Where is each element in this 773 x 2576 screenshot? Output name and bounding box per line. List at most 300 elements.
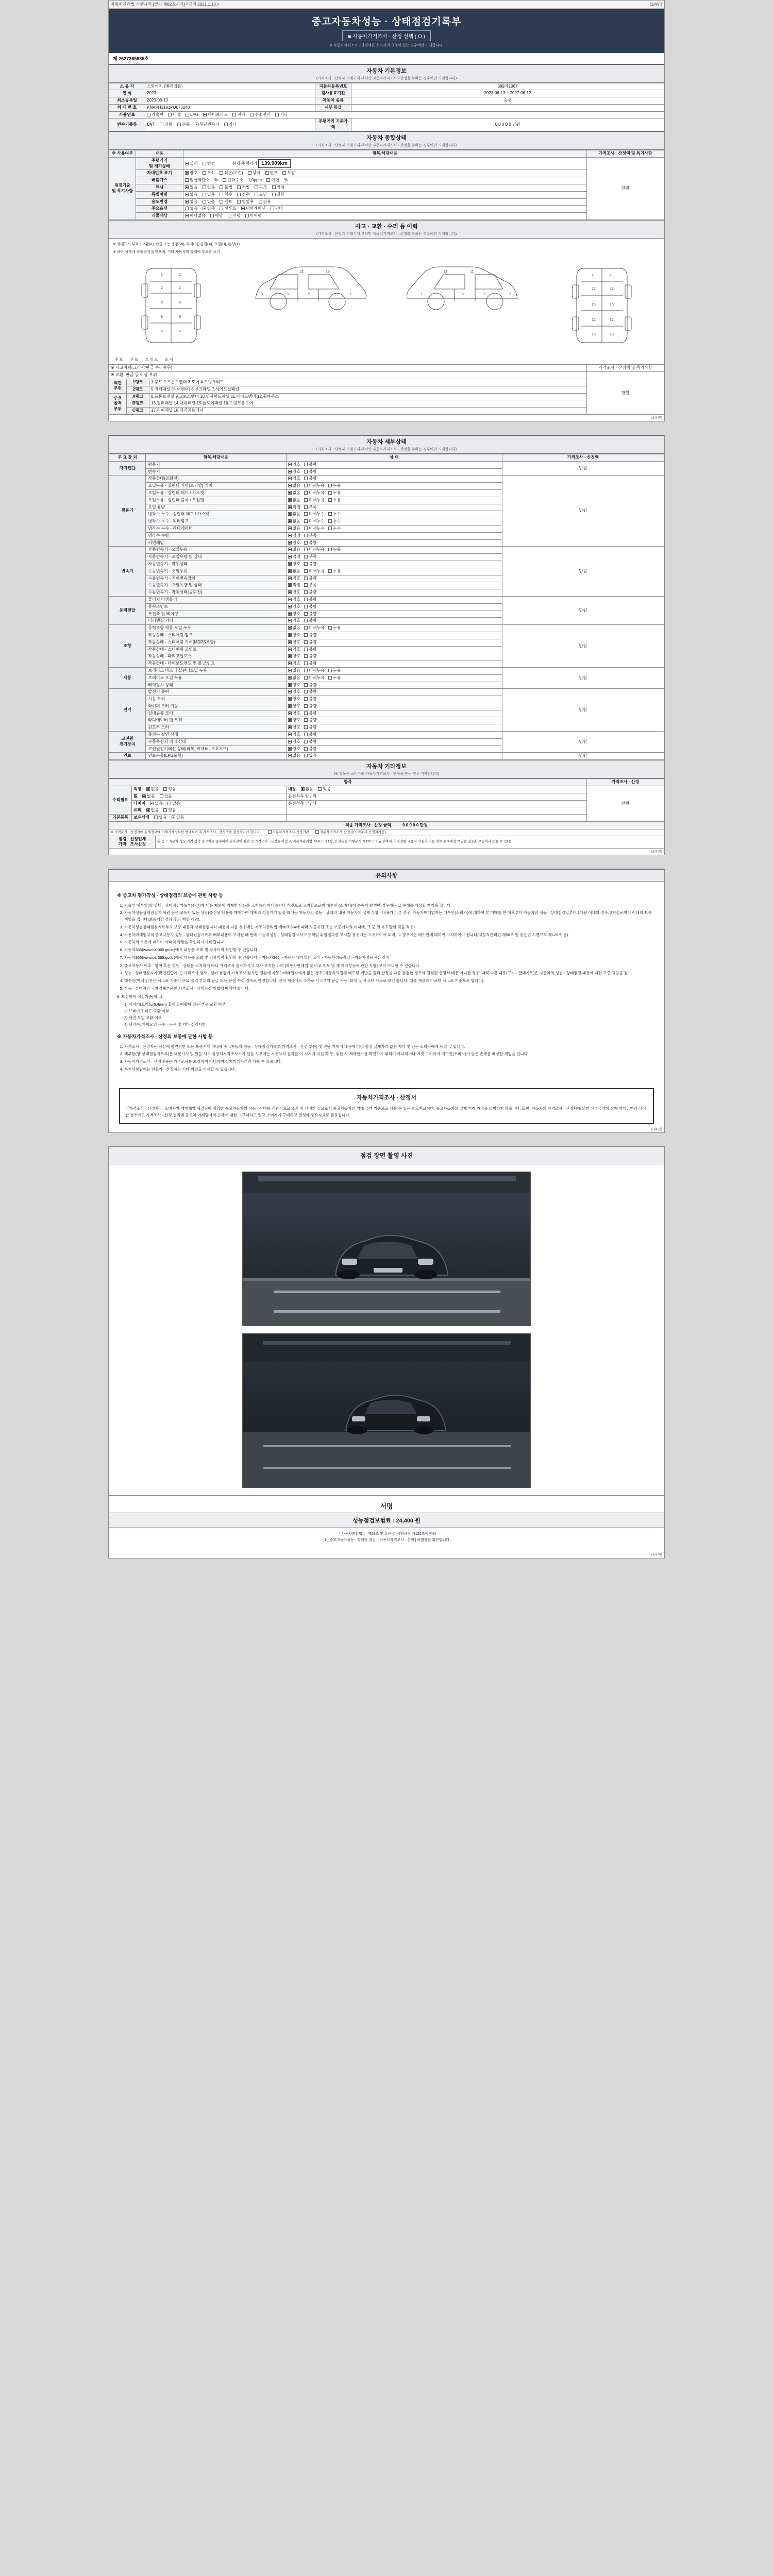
detail-item-options[interactable] xyxy=(286,476,502,483)
detail-opt-양호[interactable]: 양호 xyxy=(288,654,300,659)
document-header xyxy=(109,9,664,53)
detail-opt-불량[interactable]: 불량 xyxy=(304,704,316,709)
price-org-checkbox[interactable] xyxy=(268,831,309,834)
page-mark-bottom-2: (2/4면) xyxy=(651,850,662,854)
detail-item-label: 브레이크 마스터 실린더오일 누유 xyxy=(146,667,286,674)
svg-text:7: 7 xyxy=(349,293,352,297)
detail-opt-누유[interactable]: 누유 xyxy=(328,483,341,489)
recall-done[interactable]: 이행 xyxy=(228,213,240,219)
detail-opt-누수[interactable]: 누수 xyxy=(328,519,341,524)
detail-opt-없음[interactable]: 없음 xyxy=(288,526,300,532)
detail-opt-없음[interactable]: 없음 xyxy=(288,668,300,674)
detail-item-label: 충전구 절연 상태 xyxy=(146,732,286,739)
detail-opt-없음[interactable]: 없음 xyxy=(288,519,300,524)
emission-smoke[interactable]: 매연 xyxy=(266,178,279,183)
final-price-note: ※ 가격조사 · 산정자에 실제정보에 기재기재정보를 반대보이 후 가격조사 · 산정액을 결정하여야 합니다. xyxy=(111,830,261,834)
page-mark-bottom-1: (1/4면) xyxy=(651,416,662,420)
wheel-axis-label: 운전석측 앞 / 뒤 xyxy=(288,793,317,799)
detail-item-options[interactable] xyxy=(286,738,502,745)
detail-opt-양호[interactable]: 양호 xyxy=(288,618,300,624)
tire-none[interactable]: 없음 xyxy=(150,801,162,807)
detail-opt-불량[interactable]: 불량 xyxy=(304,604,316,610)
emission-hc[interactable]: 탄화수소 xyxy=(223,178,243,183)
detail-group-price: 만원 xyxy=(502,547,664,597)
special-none[interactable]: 없음 xyxy=(185,192,197,198)
vehicle-type-value: 승용 xyxy=(351,97,664,105)
detail-item-options[interactable] xyxy=(286,582,502,589)
int-none[interactable]: 없음 xyxy=(301,787,313,792)
detail-opt-미세누수[interactable]: 미세누수 xyxy=(304,526,325,532)
fuel-opt-lpg[interactable]: LPG xyxy=(186,112,198,118)
fuel-opt-ev[interactable]: 전기 xyxy=(232,112,245,118)
detail-opt-양호[interactable]: 양호 xyxy=(288,747,300,752)
vin-opt-corrode[interactable]: 부식 xyxy=(203,171,215,176)
final-price-table xyxy=(109,822,664,849)
notice-item: 5. 자동차의 소통에 대하여 아래의 각항을 확인하시기 바랍니다. xyxy=(124,939,656,946)
photo-1-graphic xyxy=(243,1172,531,1326)
vehicle-type-label: 자동차 종류 xyxy=(315,97,351,105)
detail-opt-미세누유[interactable]: 미세누유 xyxy=(304,490,325,496)
fuel-opt-gasoline[interactable]: 가솔린 xyxy=(147,112,163,118)
detail-item-options[interactable] xyxy=(286,554,502,561)
ext-none[interactable]: 없음 xyxy=(146,787,159,792)
detail-item-options[interactable] xyxy=(286,603,502,611)
detail-opt-미세누유[interactable]: 미세누유 xyxy=(304,668,325,674)
tuning-device[interactable]: 장치 xyxy=(272,185,284,191)
detail-item-label: 오일누유 - 실린더 헤드 / 가스켓 xyxy=(146,489,286,497)
detail-item-options[interactable] xyxy=(286,653,502,660)
detail-item-options[interactable] xyxy=(286,483,502,490)
detail-item-options[interactable] xyxy=(286,618,502,625)
liability-statement: 위 중고 자동차 성능 가격 평가 중고차를 준수하여 위와같이 점검 및 가격조사 · 산정을 하였고, 자동차관리법 제58조 제1항 및 같은법 시행규칙 제120조의 규정에 따라 점검한 내용이 사실과 다를 경우 손해배상 책임을 짐 (단, 보험처리 등을 수 있다) xyxy=(156,836,664,849)
detail-opt-미세누유[interactable]: 미세누유 xyxy=(304,498,325,503)
detail-opt-누유[interactable]: 누유 xyxy=(328,498,341,503)
rank-b-label: B랭크 xyxy=(127,400,149,408)
detail-opt-양호[interactable]: 양호 xyxy=(288,476,300,482)
document-number-value: 2627365935호 xyxy=(119,56,149,61)
fuel-opt-hybrid[interactable]: 하이브리드 xyxy=(203,112,228,118)
svg-text:4: 4 xyxy=(610,274,612,278)
detail-item-options[interactable] xyxy=(286,568,502,575)
usage-gov[interactable]: 관용 xyxy=(259,199,271,205)
detail-item-options[interactable] xyxy=(286,724,502,732)
usage-yes[interactable]: 있음 xyxy=(203,199,215,205)
table-row xyxy=(109,732,664,739)
detail-item-options[interactable] xyxy=(286,461,502,468)
wheel-position[interactable] xyxy=(287,793,587,800)
row-vin-mark-opts[interactable] xyxy=(183,170,587,177)
detail-item-options[interactable] xyxy=(286,589,502,597)
detail-item-options[interactable] xyxy=(286,703,502,710)
fuel-opt-etc[interactable]: 기타 xyxy=(275,112,288,118)
detail-opt-양호[interactable]: 양호 xyxy=(288,711,300,717)
detail-opt-불량[interactable]: 불량 xyxy=(304,683,316,688)
detail-opt-불량[interactable]: 불량 xyxy=(304,654,316,659)
car-left-side-diagram xyxy=(248,259,367,316)
option-yes[interactable]: 있음 xyxy=(203,206,215,212)
detail-opt-없음[interactable]: 없음 xyxy=(288,547,300,553)
recall-not-done[interactable]: 미이행 xyxy=(245,213,262,219)
detail-opt-양호[interactable]: 양호 xyxy=(288,562,300,567)
detail-item-options[interactable] xyxy=(286,745,502,753)
detail-item-options[interactable] xyxy=(286,625,502,632)
detail-item-options[interactable] xyxy=(286,532,502,539)
wheel-yes[interactable]: 있음 xyxy=(160,794,172,800)
table-row xyxy=(109,689,664,696)
detail-opt-불량[interactable]: 불량 xyxy=(304,739,316,745)
detail-item-options[interactable] xyxy=(286,667,502,674)
wheel-none[interactable]: 없음 xyxy=(142,794,155,800)
label-trunk: 트 렁 크 xyxy=(145,358,158,362)
detail-opt-양호[interactable]: 양호 xyxy=(288,683,300,688)
detail-item-options[interactable] xyxy=(286,710,502,717)
items-none[interactable]: 없음 xyxy=(154,815,166,821)
device-group-3: 동력전달 xyxy=(109,596,146,624)
detail-item-options[interactable] xyxy=(286,468,502,476)
detail-opt-불량[interactable]: 불량 xyxy=(304,747,316,752)
row-usage-change-opts[interactable] xyxy=(183,198,587,206)
detail-opt-적정[interactable]: 적정 xyxy=(288,505,300,511)
detail-opt-없음[interactable]: 없음 xyxy=(288,625,300,631)
tuning-legal[interactable]: 적법 xyxy=(237,185,249,191)
vin-opt-erased[interactable]: 도말 xyxy=(282,171,295,176)
detail-opt-누유[interactable]: 누유 xyxy=(328,569,341,574)
detail-opt-불량[interactable]: 불량 xyxy=(304,711,316,717)
detail-opt-미세누수[interactable]: 미세누수 xyxy=(304,519,325,524)
detail-item-label: 작동상태 - 스티어링 펌프 xyxy=(146,632,286,639)
detail-opt-없음[interactable]: 없음 xyxy=(288,490,300,496)
detail-opt-불량[interactable]: 불량 xyxy=(304,661,316,667)
recall-yes[interactable]: 해당 xyxy=(210,213,223,219)
base-price-label: 주행거리 기준가액 xyxy=(315,118,351,131)
detail-opt-미세누유[interactable]: 미세누유 xyxy=(304,483,325,489)
row-recall-opts[interactable] xyxy=(183,213,587,220)
other-price-value: 만원 xyxy=(587,786,664,822)
fuel-opt-diesel[interactable]: 디젤 xyxy=(168,112,180,118)
detail-item-options[interactable] xyxy=(286,539,502,547)
owner-value: 스와이지 (매매업용) xyxy=(145,83,315,90)
accident-price-value: 만원 xyxy=(587,372,664,415)
detail-item-options[interactable] xyxy=(286,646,502,653)
detail-opt-불량[interactable]: 불량 xyxy=(304,469,316,475)
mileage-opt-changed[interactable]: 변경 xyxy=(203,161,215,167)
detail-item-options[interactable] xyxy=(286,674,502,682)
detail-opt-불량[interactable]: 불량 xyxy=(304,612,316,617)
emission-co[interactable]: 일산화탄소 xyxy=(185,178,210,183)
detail-opt-불량[interactable]: 불량 xyxy=(304,476,316,482)
detail-item-options[interactable] xyxy=(286,497,502,504)
detail-opt-양호[interactable]: 양호 xyxy=(288,597,300,603)
usage-commercial[interactable]: 영업용 xyxy=(237,199,254,205)
repair-wheel[interactable]: 휠 없음 있음 xyxy=(132,793,287,800)
page-mark-1: (1/4면) xyxy=(649,2,662,7)
detail-opt-없음[interactable]: 없음 xyxy=(288,498,300,503)
photo-2-graphic xyxy=(243,1334,531,1488)
rank-1-label: 1랭크 xyxy=(127,379,149,386)
detail-opt-누유[interactable]: 누유 xyxy=(328,668,341,674)
items-yes[interactable]: 있음 xyxy=(172,815,184,821)
vin-opt-diff[interactable]: 상이 xyxy=(248,171,260,176)
sheet-1 xyxy=(108,0,665,421)
fuel-opt-hydrogen[interactable]: 수소전기 xyxy=(250,112,271,118)
detail-opt-양호[interactable]: 양호 xyxy=(288,640,300,646)
section-notice xyxy=(109,869,664,882)
detail-opt-불량[interactable]: 불량 xyxy=(304,462,316,468)
device-group-7: 고전원 전기장치 xyxy=(109,732,146,753)
detail-item-options[interactable] xyxy=(286,696,502,703)
tuning-none[interactable]: 없음 xyxy=(185,185,197,191)
row-options-opts[interactable] xyxy=(183,206,587,213)
special-flood[interactable]: 침수 xyxy=(220,192,232,198)
detail-opt-양호[interactable]: 양호 xyxy=(288,718,300,723)
rank-b-items: 13.필러패널 14.대쉬패널 15.플로어패널 16.트렁크플로어 xyxy=(149,400,587,408)
device-group-5: 제동 xyxy=(109,667,146,688)
notice-sub-2: ※ 자동차가격조사 · 산정의 보증에 관한 사항 등 xyxy=(117,1034,213,1040)
detail-item-options[interactable] xyxy=(286,489,502,497)
col-use: ※ 사용여부 xyxy=(109,150,136,158)
notice-item: 1. 기록부 배부일(양·상태 · 상태점검기록부)은 기재 내용 제외에 기재한 내용을 고지하기 아니하거나 거짓으로 고지할으로써 매수인 (소비자)이 손해가 발생한 경우에는 그 손해를 배상할 책임을 집니다. xyxy=(124,903,656,909)
detail-opt-적정[interactable]: 적정 xyxy=(288,554,300,560)
section-accident xyxy=(109,220,664,239)
vin-opt-forged[interactable]: 변조 xyxy=(265,171,278,176)
appraiser-text: 가격 · 조사산정 xyxy=(118,842,146,847)
ext-yes[interactable]: 있음 xyxy=(163,787,176,792)
detail-opt-있음[interactable]: 있음 xyxy=(304,753,316,759)
detail-opt-없음[interactable]: 없음 xyxy=(288,483,300,489)
detail-opt-누유[interactable]: 누유 xyxy=(328,490,341,496)
glass-yes[interactable]: 있음 xyxy=(163,808,176,814)
detail-opt-양호[interactable]: 양호 xyxy=(288,633,300,638)
photo-section-title: 점검 장면 촬영 사진 xyxy=(109,1147,664,1164)
basic-items-state[interactable]: 보유상태 없음 있음 xyxy=(132,815,287,822)
detail-opt-불량[interactable]: 불량 xyxy=(304,576,316,582)
col-item: 항목/해당내용 xyxy=(146,454,286,462)
detail-opt-불량[interactable]: 불량 xyxy=(304,540,316,546)
detail-opt-부족[interactable]: 부족 xyxy=(304,583,316,588)
detail-opt-양호[interactable]: 양호 xyxy=(288,647,300,653)
special-yes[interactable]: 있음 xyxy=(203,192,215,198)
repair-tire[interactable]: 타이어 없음 있음 xyxy=(132,800,287,807)
detail-opt-양호[interactable]: 양호 xyxy=(288,704,300,709)
option-nav[interactable]: 내비게이션 xyxy=(241,206,266,212)
detail-opt-불량[interactable]: 불량 xyxy=(304,633,316,638)
detail-opt-부족[interactable]: 부족 xyxy=(304,505,316,511)
detail-opt-미세누유[interactable]: 미세누유 xyxy=(304,625,325,631)
label-roof: 루 프 xyxy=(130,358,138,362)
fuel-options[interactable] xyxy=(145,111,664,118)
special-total-loss[interactable]: 전손 xyxy=(237,192,249,198)
detail-opt-불량[interactable]: 불량 xyxy=(304,647,316,653)
section-overall-title: 자동차 종합상태 xyxy=(366,135,407,142)
detail-item-options[interactable] xyxy=(286,611,502,618)
trans-opt-semi[interactable]: 무단변속기 xyxy=(195,122,220,128)
tire-position[interactable] xyxy=(287,800,587,807)
detail-item-options[interactable] xyxy=(286,511,502,518)
detail-item-label: 자동변속기 - 작동상태 xyxy=(146,561,286,568)
recall-na[interactable]: 해당없음 xyxy=(185,213,206,219)
detail-item-options[interactable] xyxy=(286,639,502,646)
inspection-photo-1 xyxy=(242,1172,531,1326)
final-price-note-row xyxy=(109,829,664,836)
vin-opt-ok[interactable]: 양호 xyxy=(185,171,197,176)
detail-item-options[interactable] xyxy=(286,632,502,639)
svg-text:12: 12 xyxy=(610,318,614,323)
option-none[interactable]: 없음 xyxy=(185,206,197,212)
price-person-label: 자동차가격조사·산정사(가격조사·산정자격증) xyxy=(320,830,386,834)
detail-opt-미세누유[interactable]: 미세누유 xyxy=(304,547,325,553)
detail-item-options[interactable] xyxy=(286,596,502,603)
trans-opt-manual[interactable]: 수동 xyxy=(177,122,190,128)
detail-opt-불량[interactable]: 불량 xyxy=(304,725,316,731)
detail-opt-미세누유[interactable]: 미세누유 xyxy=(304,569,325,574)
tuning-illegal[interactable]: 불법 xyxy=(220,185,232,191)
detail-opt-적정[interactable]: 적정 xyxy=(288,533,300,539)
row-tuning-opts[interactable] xyxy=(183,184,587,192)
fuel-label: 사용연료 xyxy=(109,111,145,118)
detail-opt-양호[interactable]: 양호 xyxy=(288,697,300,702)
trans-opt-auto[interactable]: 자동 xyxy=(160,122,172,128)
option-etc[interactable]: 기타 xyxy=(271,206,283,212)
reg-no-label: 자동차등록번호 xyxy=(315,83,351,90)
detail-opt-양호[interactable]: 양호 xyxy=(288,689,300,695)
detail-opt-양호[interactable]: 양호 xyxy=(288,732,300,738)
detail-opt-부족[interactable]: 부족 xyxy=(304,554,316,560)
detail-opt-양호[interactable]: 양호 xyxy=(288,462,300,468)
detail-opt-양호[interactable]: 양호 xyxy=(288,661,300,667)
detail-opt-양호[interactable]: 양호 xyxy=(288,469,300,475)
header-subtitle: ■ 자동차가격조사 · 산정 선택 ( O ) xyxy=(342,30,431,41)
detail-opt-불량[interactable]: 불량 xyxy=(304,697,316,702)
detail-item-label: 수동변속기 - 오일누유 xyxy=(146,568,286,575)
col-other-price: 가격조사 · 산정 xyxy=(587,779,664,786)
detail-opt-불량[interactable]: 불량 xyxy=(304,562,316,567)
price-person-checkbox[interactable] xyxy=(315,831,386,834)
detail-item-label: 냉각수 누수 - 실린더 헤드 / 가스켓 xyxy=(146,511,286,518)
car-front-diagram xyxy=(132,259,210,352)
notice-list-3 xyxy=(124,1002,656,1028)
detail-item-options[interactable] xyxy=(286,504,502,511)
detail-opt-양호[interactable]: 양호 xyxy=(288,725,300,731)
detail-opt-양호[interactable]: 양호 xyxy=(288,739,300,745)
detail-opt-누유[interactable]: 누유 xyxy=(328,625,341,631)
section-other-title: 자동차 기타정보 xyxy=(366,764,407,770)
row-special-opts[interactable] xyxy=(183,191,587,198)
detail-opt-불량[interactable]: 불량 xyxy=(304,640,316,646)
detail-item-options[interactable] xyxy=(286,732,502,739)
repair-glass[interactable]: 유리 없음 있음 xyxy=(132,807,287,815)
detail-opt-양호[interactable]: 양호 xyxy=(288,612,300,617)
rank-1-items: 1.후드 2.프론트펜더 3.도어 4.트렁크리드 xyxy=(149,379,587,386)
detail-opt-누유[interactable]: 누유 xyxy=(328,675,341,681)
detail-opt-불량[interactable]: 불량 xyxy=(304,597,316,603)
detail-opt-불량[interactable]: 불량 xyxy=(304,718,316,723)
detail-item-options[interactable] xyxy=(286,682,502,689)
detail-opt-불량[interactable]: 불량 xyxy=(304,732,316,738)
usage-none[interactable]: 없음 xyxy=(185,199,197,205)
owner-label: 소 유 자 xyxy=(109,83,145,90)
detail-opt-없음[interactable]: 없음 xyxy=(288,753,300,759)
transmission-options[interactable] xyxy=(145,118,315,131)
detail-opt-적정[interactable]: 적정 xyxy=(288,583,300,588)
detail-opt-누수[interactable]: 누수 xyxy=(328,512,341,517)
detail-item-options[interactable] xyxy=(286,717,502,724)
row-emission-opts[interactable]: 일산화탄소 % 탄화수소 1,0ppm 매연 % xyxy=(183,177,587,184)
detail-item-options[interactable] xyxy=(286,561,502,568)
mileage-opt-actual[interactable]: 실제 xyxy=(185,161,197,167)
device-group-0: 자기진단 xyxy=(109,461,146,476)
detail-item-options[interactable] xyxy=(286,753,502,760)
special-theft[interactable]: 도난 xyxy=(255,192,267,198)
notice-list-1 xyxy=(124,903,656,961)
detail-opt-누수[interactable]: 누수 xyxy=(328,526,341,532)
int-yes[interactable]: 있음 xyxy=(318,787,330,792)
detail-opt-미세누수[interactable]: 미세누수 xyxy=(304,512,325,517)
svg-text:2: 2 xyxy=(178,286,181,291)
detail-item-options[interactable] xyxy=(286,525,502,532)
detail-opt-불량[interactable]: 불량 xyxy=(304,618,316,624)
tire-yes[interactable]: 있음 xyxy=(167,801,180,807)
vin-opt-damage[interactable]: 훼손(오손) xyxy=(220,171,243,176)
usage-rent[interactable]: 렌트 xyxy=(220,199,232,205)
glass-none[interactable]: 없음 xyxy=(146,808,159,814)
detail-item-options[interactable] xyxy=(286,575,502,582)
tuning-structure[interactable]: 구조 xyxy=(255,185,267,191)
detail-item-options[interactable] xyxy=(286,660,502,668)
detail-opt-양호[interactable]: 양호 xyxy=(288,576,300,582)
detail-item-options[interactable] xyxy=(286,518,502,526)
detail-state-table xyxy=(109,454,664,760)
detail-item-label: 커먼레일 xyxy=(146,539,286,547)
detail-opt-없음[interactable]: 없음 xyxy=(288,512,300,517)
section-other-info xyxy=(109,760,664,778)
sheet-4 xyxy=(108,1146,665,1558)
transmission-value: CVT xyxy=(147,122,155,127)
section-overall-state xyxy=(109,131,664,150)
special-defect[interactable]: 결함 xyxy=(272,192,284,198)
detail-opt-부족[interactable]: 부족 xyxy=(304,533,316,539)
row-options-label: 주요옵션 xyxy=(136,206,183,213)
detail-item-options[interactable] xyxy=(286,689,502,696)
col-detail: 항목/해당내용 xyxy=(183,150,587,158)
detail-rows-body xyxy=(109,461,664,759)
table-row xyxy=(109,547,664,554)
detail-opt-불량[interactable]: 불량 xyxy=(304,590,316,596)
row-mileage-opts[interactable] xyxy=(183,157,587,170)
detail-opt-양호[interactable]: 양호 xyxy=(288,540,300,546)
notice-item: 4) 냉각수, 파워오일 누수 · 누유 및 기타 점검사항 xyxy=(124,1022,206,1027)
option-sunroof[interactable]: 선루프 xyxy=(220,206,236,212)
detail-opt-불량[interactable]: 불량 xyxy=(304,689,316,695)
repair-exterior[interactable]: 외장 없음 있음 xyxy=(132,786,287,793)
detail-opt-없음[interactable]: 없음 xyxy=(288,675,300,681)
detail-item-label: 디퍼렌셜 기어 xyxy=(146,618,286,625)
trans-opt-etc[interactable]: 기타 xyxy=(224,122,237,128)
detail-opt-없음[interactable]: 없음 xyxy=(288,569,300,574)
detail-item-label: 고전원전기배선 상태(피복, 커넥터, 보호기구) xyxy=(146,745,286,753)
detail-opt-미세누유[interactable]: 미세누유 xyxy=(304,675,325,681)
basic-items-label: 기본품목 xyxy=(109,815,132,822)
detail-group-price: 만원 xyxy=(502,689,664,732)
detail-opt-양호[interactable]: 양호 xyxy=(288,590,300,596)
detail-opt-양호[interactable]: 양호 xyxy=(288,604,300,610)
detail-item-options[interactable] xyxy=(286,547,502,554)
detail-opt-누유[interactable]: 누유 xyxy=(328,547,341,553)
rank-2-label: 2랭크 xyxy=(127,386,149,393)
repair-interior[interactable]: 내장 없음 있음 xyxy=(287,786,587,793)
section-accident-note: (가격조사 · 산정자 기재기재 부서만 자동차가격조사 · 산정을 함하는 경우에만 기재합니다) xyxy=(316,232,457,236)
svg-text:8: 8 xyxy=(160,301,163,305)
tuning-yes[interactable]: 있음 xyxy=(203,185,215,191)
